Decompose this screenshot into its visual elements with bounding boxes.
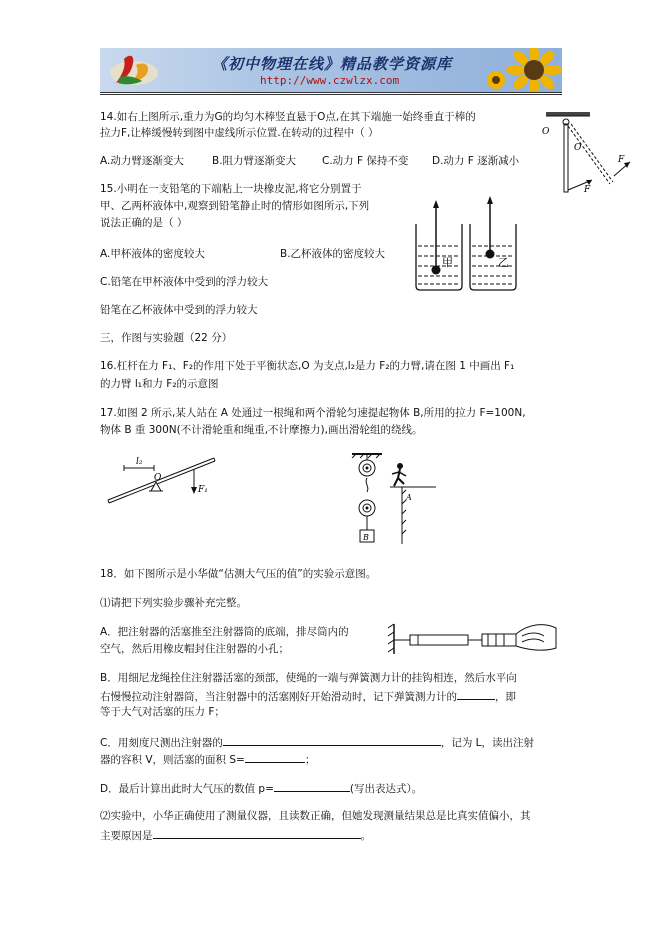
header-banner bbox=[100, 48, 562, 93]
q14-option-a: A.动力臂逐渐变大 bbox=[100, 155, 184, 167]
q15-line2: 甲、乙两杯液体中,观察到铅笔静止时的情形如图所示,下列 bbox=[100, 200, 370, 212]
q18-blank-d[interactable] bbox=[274, 779, 350, 792]
q18-blank-c1[interactable] bbox=[223, 733, 441, 746]
q18-part2-line2-pre: 主要原因是 bbox=[100, 830, 153, 842]
fig1-o-label: O bbox=[154, 473, 162, 483]
fig1-l2-label: l₂ bbox=[136, 457, 143, 467]
q18-step-c-line1 bbox=[100, 733, 534, 751]
fig1-lever bbox=[100, 452, 220, 508]
q18-step-b-line2-post: ，即 bbox=[495, 691, 516, 703]
q14-option-b: B.阻力臂逐渐变大 bbox=[212, 155, 297, 167]
q15-line3: 说法正确的是（ ） bbox=[100, 217, 188, 229]
header-title: 《初中物理在线》精品教学资源库 bbox=[212, 55, 453, 73]
fig1-f1-label: F₁ bbox=[198, 485, 208, 495]
q14-option-d: D.动力 F 逐渐减小 bbox=[432, 155, 520, 167]
q15-option-a: A.甲杯液体的密度较大 bbox=[100, 248, 205, 260]
q18-step-d-pre: D．最后计算出此时大气压的数值 p= bbox=[100, 783, 274, 795]
q15-option-d: 铅笔在乙杯液体中受到的浮力较大 bbox=[100, 304, 258, 316]
q18-step-c-line2-pre: 器的容积 V，则活塞的面积 S= bbox=[100, 754, 245, 766]
q17-line2: 物体 B 重 300N(不计滑轮重和绳重,不计摩擦力),画出滑轮组的绕线。 bbox=[100, 424, 423, 436]
q14-line1: 14.如右上图所示,重力为G的均匀木棒竖直悬于O点,在其下端施一始终垂直于棒的 bbox=[100, 111, 476, 123]
q18-part2-line1: ⑵实验中，小华正确使用了测量仪器，且读数正确，但她发现测量结果总是比真实值偏小，其 bbox=[100, 810, 531, 822]
q14-fig-o1: O bbox=[542, 127, 550, 137]
q18-step-d-post: (写出表达式）。 bbox=[349, 783, 423, 795]
section3-heading: 三，作图与实验题（22 分） bbox=[100, 332, 233, 344]
q18-step-b-line2-pre: 右慢慢拉动注射器筒，当注射器中的活塞刚好开始滑动时，记下弹簧测力计的 bbox=[100, 691, 457, 703]
fig2-b-label: B bbox=[363, 533, 369, 542]
logo-icon bbox=[106, 51, 162, 89]
fig2-a-label: A bbox=[406, 493, 412, 502]
q15-figure bbox=[408, 196, 524, 292]
q18-step-c-line2-post: ； bbox=[304, 754, 316, 766]
q14-line2: 拉力F,让棒缓慢转到图中虚线所示位置.在转动的过程中（ ） bbox=[100, 127, 379, 139]
q15-fig-cup2: 乙 bbox=[498, 256, 509, 269]
q18-step-a-line2: 空气，然后用橡皮帽封住注射器的小孔； bbox=[100, 643, 289, 655]
q17-line1: 17.如图 2 所示,某人站在 A 处通过一根绳和两个滑轮匀速提起物体 B,所用的拉力 F=100N, bbox=[100, 407, 526, 419]
q18-syringe-figure bbox=[388, 614, 560, 660]
q15-line1: 15.小明在一支铅笔的下端粘上一块橡皮泥,将它分别置于 bbox=[100, 183, 362, 195]
q18-blank-reason[interactable] bbox=[153, 826, 361, 839]
sunflower-icon bbox=[472, 48, 562, 92]
q15-fig-cup1: 甲 bbox=[442, 256, 453, 269]
q18-step-c-line2 bbox=[100, 750, 315, 768]
q14-option-c: C.动力 F 保持不变 bbox=[322, 155, 409, 167]
q18-intro: 18．如下图所示是小华做“估测大气压的值”的实验示意图。 bbox=[100, 568, 377, 580]
q18-step-b-line2 bbox=[100, 687, 516, 705]
q18-blank-b[interactable] bbox=[457, 687, 495, 700]
q14-figure bbox=[538, 110, 634, 198]
q18-part2-line2 bbox=[100, 826, 371, 844]
q15-option-b: B.乙杯液体的密度较大 bbox=[280, 248, 386, 260]
q18-part2-line2-post: 。 bbox=[360, 830, 371, 842]
q18-step-b-line3: 等于大气对活塞的压力 F； bbox=[100, 706, 225, 718]
q18-step-d bbox=[100, 779, 422, 797]
q14-fig-o2: O bbox=[574, 143, 582, 153]
q16-line1: 16.杠杆在力 F₁、F₂的作用下处于平衡状态,O 为支点,l₂是力 F₂的力臂,请在图 1 中画出 F₁ bbox=[100, 360, 515, 372]
q18-step-a-line1: A．把注射器的活塞推至注射器筒的底端，排尽筒内的 bbox=[100, 626, 349, 638]
q18-step-b-line1: B．用细尼龙绳拴住注射器活塞的颈部，使绳的一端与弹簧测力计的挂钩相连，然后水平向 bbox=[100, 672, 517, 684]
q15-option-c: C.铅笔在甲杯液体中受到的浮力较大 bbox=[100, 276, 269, 288]
fig2-pulley bbox=[346, 452, 438, 548]
header-url: http://www.czwlzx.com bbox=[260, 74, 400, 87]
q16-line2: 的力臂 l₁和力 F₂的示意图 bbox=[100, 378, 219, 390]
header-rule bbox=[100, 94, 562, 95]
q18-step-c-line1-pre: C．用刻度尺测出注射器的 bbox=[100, 737, 223, 749]
q14-fig-f2: F bbox=[618, 155, 625, 165]
q18-part1: ⑴请把下列实验步骤补充完整。 bbox=[100, 597, 247, 609]
q18-step-c-line1-post: ，记为 L，读出注射 bbox=[440, 737, 535, 749]
q18-blank-c2[interactable] bbox=[245, 750, 305, 763]
q14-fig-f1: F bbox=[584, 185, 591, 195]
